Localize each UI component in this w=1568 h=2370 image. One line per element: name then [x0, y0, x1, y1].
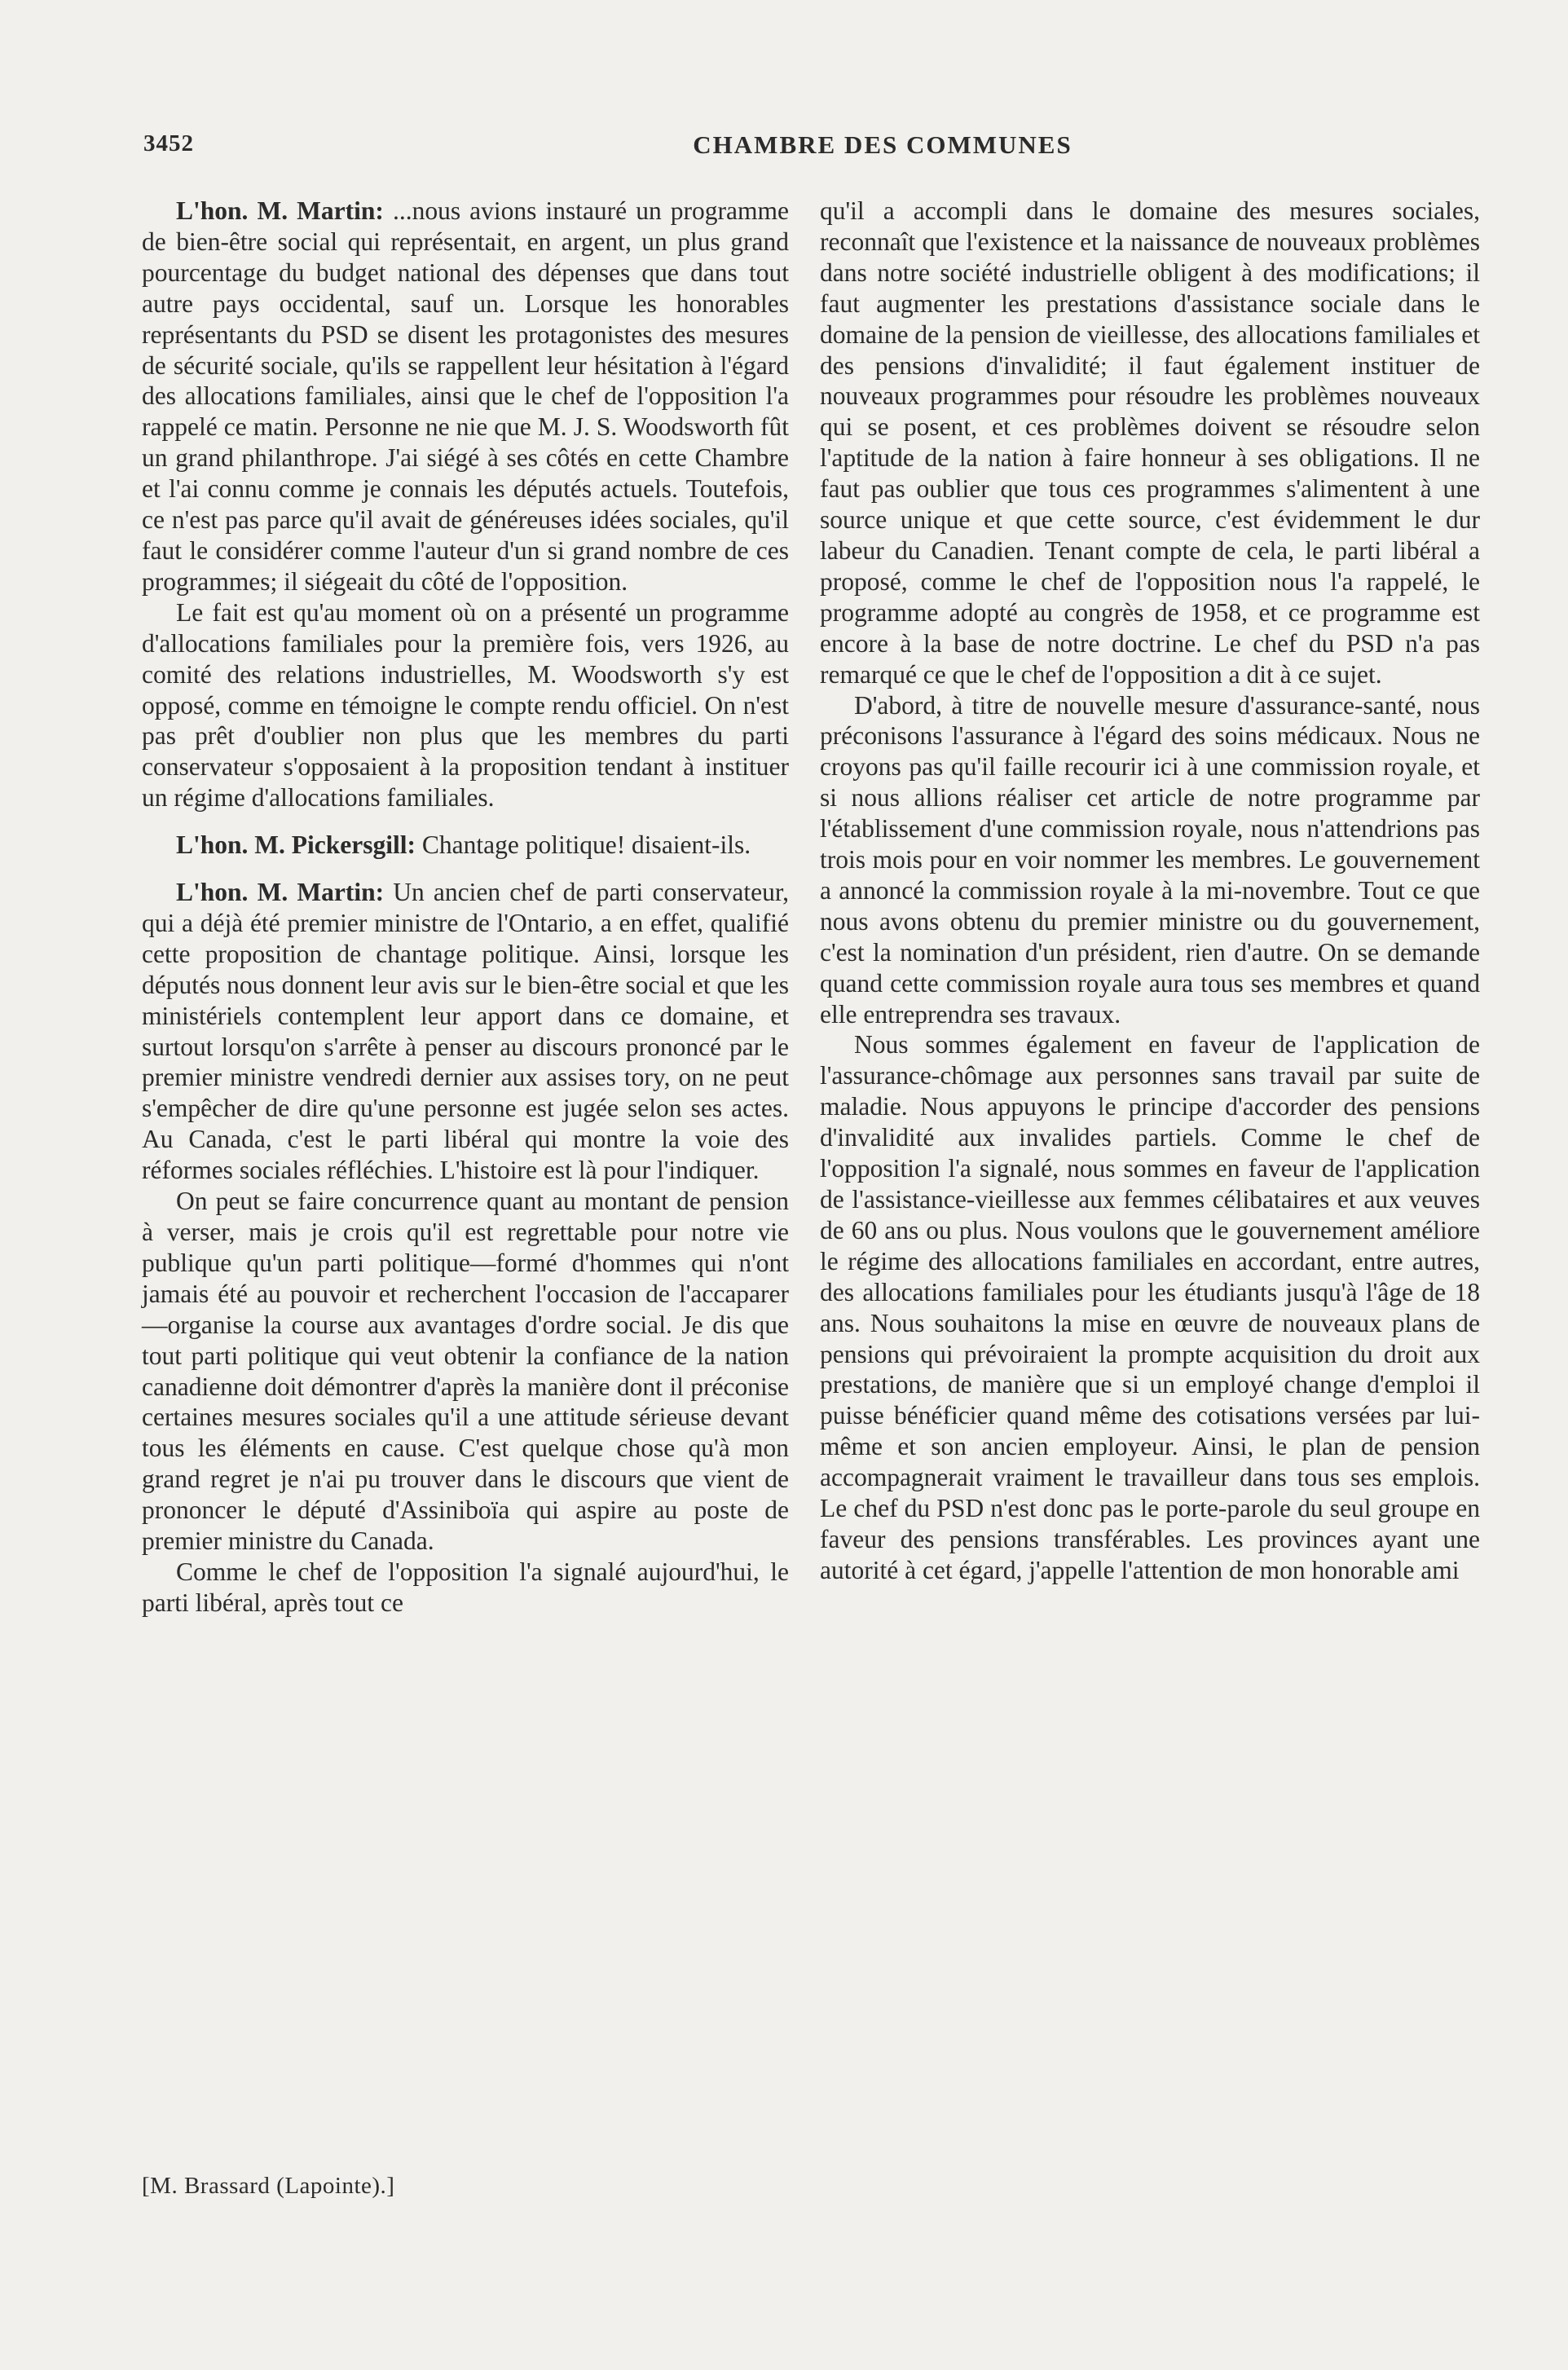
paragraph: Nous sommes également en faveur de l'application de l'assurance-chômage aux personnes sans travail par suite de maladie. Nous appuyons le principe d'accorder des pensions d'invalidité aux invalides partiels. Comme le chef de l'opposition l'a signalé, nous sommes en faveur de l'application de l'assistance-vieillesse aux femmes célibataires et aux veuves de 60 ans ou plus. Nous voulons que le gouvernement améliore le régime des allocations familiales en accordant, entre autres, des allocations familiales pour les étudiants jusqu'à l'âge de 18 ans. Nous souhaitons la mise en œuvre de nouveaux plans de pensions qui prévoiraient la prompte acquisition du droit aux prestations, de manière que si un employé change d'emploi il puisse bénéficier quand même des cotisations versées par lui-même et son ancien employeur. Ainsi, le plan de pension accompagnerait vraiment le travailleur dans tous ses emplois. Le chef du PSD n'est donc pas le porte-parole du seul groupe en faveur des pensions transférables. Les provinces ayant une autorité à cet égard, j'appelle l'attention de mon honorable ami: [820, 1030, 1480, 1584]
page-number: 3452: [143, 130, 194, 156]
footnote: [M. Brassard (Lapointe).]: [142, 2173, 395, 2199]
paragraph: [142, 830, 789, 861]
speaker-name: L'hon. M. Pickersgill:: [176, 830, 416, 860]
paragraph-text: Chantage politique! disaient-ils.: [416, 830, 751, 860]
right-column: [820, 196, 1480, 1586]
paragraph: [142, 196, 789, 597]
paragraph: On peut se faire concurrence quant au montant de pension à verser, mais je crois qu'il est regrettable pour notre vie publique qu'un parti politique—formé d'hommes qui n'ont jamais été au pouvoir et recherchent l'occasion de l'accaparer—organise la course aux avantages d'ordre social. Je dis que tout parti politique qui veut obtenir la confiance de la nation canadienne doit démontrer d'après la manière dont il préconise certaines mesures sociales qu'il a une attitude sérieuse devant tous les éléments en cause. C'est quelque chose qu'à mon grand regret je n'ai pu trouver dans le discours que vient de prononcer le député d'Assiniboïa qui aspire au poste de premier ministre du Canada.: [142, 1187, 789, 1556]
running-head: CHAMBRE DES COMMUNES: [693, 130, 1072, 159]
page-header: [143, 130, 1480, 173]
paragraph: Le fait est qu'au moment où on a présenté un programme d'allocations familiales pour la première fois, vers 1926, au comité des relations industrielles, M. Woodsworth s'y est opposé, comme en témoigne le compte rendu officiel. On n'est pas prêt d'oublier non plus que les membres du parti conservateur s'opposaient à la proposition tendant à instituer un régime d'allocations familiales.: [142, 597, 789, 813]
left-column: [142, 196, 789, 1619]
paragraph-text: Un ancien chef de parti conservateur, qui a déjà été premier ministre de l'Ontario, a en effet, qualifié cette proposition de chantage politique. Ainsi, lorsque les députés nous donnent leur avis sur le bien-être social et que les ministériels contemplent leur apport dans ce domaine, et surtout lorsqu'on s'arrête à penser au discours prononcé par le premier ministre vendredi dernier aux assises tory, on ne peut s'empêcher de dire qu'une personne est jugée selon ses actes. Au Canada, c'est le parti libéral qui montre la voie des réformes sociales réfléchies. L'histoire est là pour l'indiquer.: [142, 878, 789, 1185]
paragraph: Comme le chef de l'opposition l'a signalé aujourd'hui, le parti libéral, après tout ce: [142, 1557, 789, 1617]
paragraph: qu'il a accompli dans le domaine des mesures sociales, reconnaît que l'existence et la naissance de nouveaux problèmes dans notre société industrielle obligent à des modifications; il faut augmenter les prestations d'assistance sociale dans le domaine de la pension de vieillesse, des allocations familiales et des pensions d'invalidité; il faut également instituer de nouveaux programmes pour résoudre les problèmes nouveaux qui se posent, et ces problèmes doivent se résoudre selon l'aptitude de la nation à faire honneur à ses obligations. Il ne faut pas oublier que tous ces programmes s'alimentent à une source unique et que cette source, c'est évidemment le dur labeur du Canadien. Tenant compte de cela, le parti libéral a proposé, comme le chef de l'opposition nous l'a rappelé, le programme adopté au congrès de 1958, et ce programme est encore à la base de notre doctrine. Le chef du PSD n'a pas remarqué ce que le chef de l'opposition a dit à ce sujet.: [820, 196, 1481, 689]
speaker-name: L'hon. M. Martin:: [176, 196, 384, 225]
paragraph-text: ...nous avions instauré un programme de bien-être social qui représentait, en argent, un plus grand pourcentage du budget national des dépenses que dans tout autre pays occidental, sauf un. Lorsque les honorables représentants du PSD se disent les protagonistes des mesures de sécurité sociale, qu'ils se rappellent leur hésitation à l'égard des allocations familiales, ainsi que le chef de l'opposition l'a rappelé ce matin. Personne ne nie que M. J. S. Woodsworth fût un grand philanthrope. J'ai siégé à ses côtés en cette Chambre et l'ai connu comme je connais les députés actuels. Toutefois, ce n'est pas parce qu'il avait de généreuses idées sociales, qu'il faut le considérer comme l'auteur d'un si grand nombre de ces programmes; il siégeait du côté de l'opposition.: [142, 196, 789, 596]
speaker-name: L'hon. M. Martin:: [176, 878, 385, 907]
paragraph: D'abord, à titre de nouvelle mesure d'assurance-santé, nous préconisons l'assurance à l'égard des soins médicaux. Nous ne croyons pas qu'il faille recourir ici à une commission royale, et si nous allions réaliser cet article de notre programme par l'établissement d'une commission royale, nous n'attendrions pas trois mois pour en voir nommer les membres. Le gouvernement a annoncé la commission royale à la mi-novembre. Tout ce que nous avons obtenu du premier ministre ou du gouvernement, c'est la nomination d'un président, rien d'autre. On se demande quand cette commission royale aura tous ses membres et quand elle entreprendra ses travaux.: [820, 690, 1480, 1029]
paragraph: [142, 877, 789, 1186]
